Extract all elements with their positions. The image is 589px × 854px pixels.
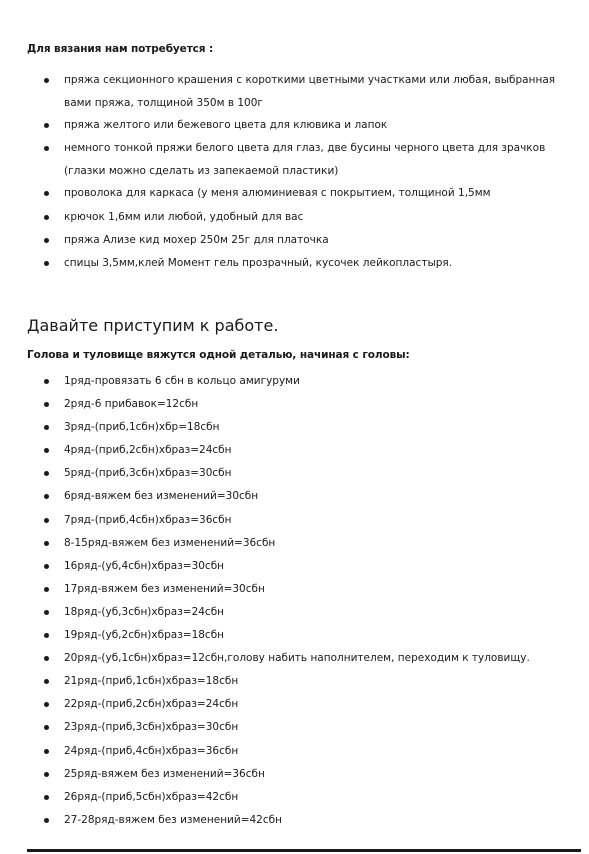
list-item: 17ряд-вяжем без изменений=30сбн (44, 578, 564, 601)
list-item: 27-28ряд-вяжем без изменений=42сбн (44, 809, 564, 832)
list-item: 26ряд-(приб,5сбн)хбраз=42сбн (44, 786, 564, 809)
list-item: 25ряд-вяжем без изменений=36сбн (44, 763, 564, 786)
list-item: пряжа желтого или бежевого цвета для клювика и лапок (44, 114, 564, 137)
list-item: пряжа Ализе кид мохер 250м 25г для платочка (44, 229, 564, 252)
list-item: крючок 1,6мм или любой, удобный для вас (44, 206, 564, 229)
materials-heading: Для вязания нам потребуется : (27, 43, 214, 55)
list-item: 7ряд-(приб,4сбн)хбраз=36сбн (44, 509, 564, 532)
bullet-icon (44, 215, 49, 220)
list-item: 24ряд-(приб,4сбн)хбраз=36сбн (44, 740, 564, 763)
bullet-icon (44, 633, 49, 638)
bullet-icon (44, 679, 49, 684)
bullet-icon (44, 261, 49, 266)
list-item: 19ряд-(уб,2сбн)хбраз=18сбн (44, 624, 564, 647)
bullet-icon (44, 518, 49, 523)
bullet-icon (44, 123, 49, 128)
list-item: 1ряд-провязать 6 сбн в кольцо амигуруми (44, 370, 564, 393)
bullet-icon (44, 818, 49, 823)
list-item: немного тонкой пряжи белого цвета для глаз, две бусины черного цвета для зрачков (глазки можно сделать из запекаемой пластики) (44, 137, 564, 182)
list-item: 3ряд-(приб,1сбн)хбр=18сбн (44, 416, 564, 439)
rows-list (44, 370, 564, 832)
list-item: пряжа секционного крашения с короткими цветными участками или любая, выбранная вами пряжа, толщиной 350м в 100г (44, 69, 564, 114)
section-subheading: Голова и туловище вяжутся одной деталью, начиная с головы: (27, 349, 410, 361)
list-item: 23ряд-(приб,3сбн)хбраз=30сбн (44, 716, 564, 739)
list-item: 20ряд-(уб,1сбн)хбраз=12сбн,голову набить наполнителем, переходим к туловищу. (44, 647, 564, 670)
list-item: 18ряд-(уб,3сбн)хбраз=24сбн (44, 601, 564, 624)
list-item: 2ряд-6 прибавок=12сбн (44, 393, 564, 416)
bullet-icon (44, 379, 49, 384)
bullet-icon (44, 448, 49, 453)
bullet-icon (44, 610, 49, 615)
bottom-divider (27, 849, 581, 852)
list-item: 16ряд-(уб,4сбн)хбраз=30сбн (44, 555, 564, 578)
materials-list (44, 69, 564, 275)
bullet-icon (44, 725, 49, 730)
list-item: 5ряд-(приб,3сбн)хбраз=30сбн (44, 462, 564, 485)
list-item: 4ряд-(приб,2сбн)хбраз=24сбн (44, 439, 564, 462)
list-item: спицы 3,5мм,клей Момент гель прозрачный, кусочек лейкопластыря. (44, 252, 564, 275)
bullet-icon (44, 146, 49, 151)
bullet-icon (44, 795, 49, 800)
bullet-icon (44, 749, 49, 754)
bullet-icon (44, 471, 49, 476)
list-item: 8-15ряд-вяжем без изменений=36сбн (44, 532, 564, 555)
bullet-icon (44, 494, 49, 499)
list-item: 6ряд-вяжем без изменений=30сбн (44, 485, 564, 508)
bullet-icon (44, 772, 49, 777)
bullet-icon (44, 238, 49, 243)
list-item: проволока для каркаса (у меня алюминиевая с покрытием, толщиной 1,5мм (44, 182, 564, 205)
bullet-icon (44, 587, 49, 592)
bullet-icon (44, 702, 49, 707)
section-title: Давайте приступим к работе. (27, 316, 279, 335)
bullet-icon (44, 402, 49, 407)
bullet-icon (44, 425, 49, 430)
list-item: 22ряд-(приб,2сбн)хбраз=24сбн (44, 693, 564, 716)
bullet-icon (44, 564, 49, 569)
bullet-icon (44, 541, 49, 546)
bullet-icon (44, 656, 49, 661)
list-item: 21ряд-(приб,1сбн)хбраз=18сбн (44, 670, 564, 693)
bullet-icon (44, 78, 49, 83)
bullet-icon (44, 191, 49, 196)
